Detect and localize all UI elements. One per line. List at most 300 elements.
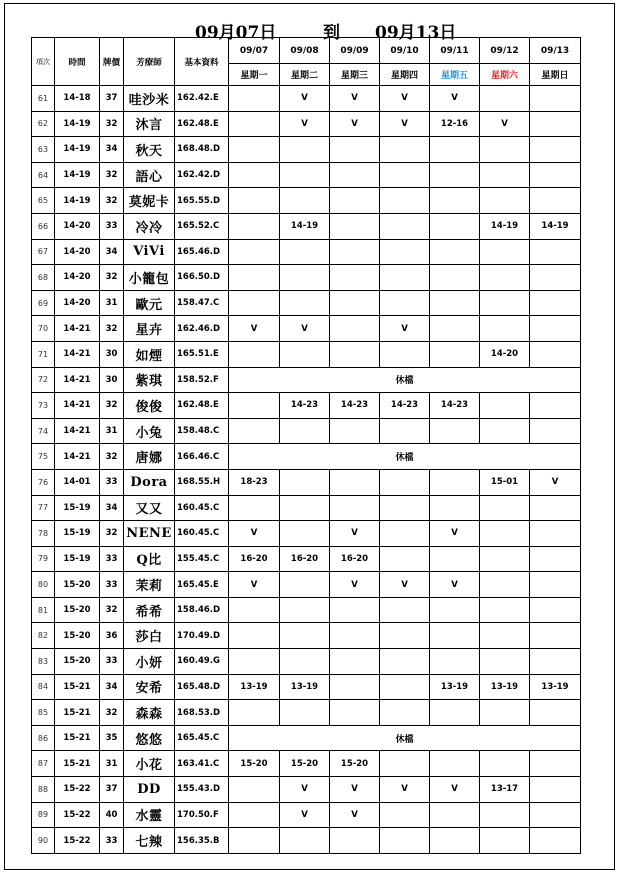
row-day-cell bbox=[330, 597, 380, 623]
row-day-cell bbox=[330, 239, 380, 265]
row-day-cell: 15-20 bbox=[229, 751, 280, 777]
row-price: 32 bbox=[100, 444, 124, 470]
row-day-cell bbox=[380, 700, 430, 726]
row-day-cell bbox=[530, 316, 581, 342]
header-weekday: 星期四 bbox=[380, 64, 430, 86]
row-day-cell bbox=[430, 418, 480, 444]
row-day-cell bbox=[530, 777, 581, 803]
row-therapist-name: Dora bbox=[124, 469, 175, 495]
row-price: 34 bbox=[100, 137, 124, 163]
row-time: 15-19 bbox=[55, 495, 100, 521]
row-basic-info: 165.45.C bbox=[175, 725, 229, 751]
row-time: 14-20 bbox=[55, 290, 100, 316]
header-weekday-friday: 星期五 bbox=[430, 64, 480, 86]
row-basic-info: 170.49.D bbox=[175, 623, 229, 649]
row-day-cell: 15-20 bbox=[280, 751, 330, 777]
table-row bbox=[32, 367, 581, 393]
table-row bbox=[32, 572, 581, 598]
row-price: 30 bbox=[100, 367, 124, 393]
row-day-cell bbox=[480, 162, 530, 188]
row-day-cell: 13-19 bbox=[280, 674, 330, 700]
row-number: 66 bbox=[32, 213, 55, 239]
row-price: 33 bbox=[100, 213, 124, 239]
row-day-cell bbox=[229, 341, 280, 367]
header-weekday-saturday: 星期六 bbox=[480, 64, 530, 86]
row-price: 32 bbox=[100, 265, 124, 291]
header-weekday: 星期二 bbox=[280, 64, 330, 86]
schedule-table bbox=[31, 37, 581, 854]
row-basic-info: 165.45.E bbox=[175, 572, 229, 598]
row-time: 14-20 bbox=[55, 213, 100, 239]
row-day-cell bbox=[229, 597, 280, 623]
row-day-cell bbox=[229, 700, 280, 726]
row-therapist-name: 哇沙米 bbox=[124, 86, 175, 112]
row-day-cell: 14-23 bbox=[280, 393, 330, 419]
row-day-cell bbox=[380, 674, 430, 700]
row-day-cell bbox=[430, 751, 480, 777]
row-day-cell: V bbox=[430, 777, 480, 803]
row-basic-info: 162.48.E bbox=[175, 393, 229, 419]
row-price: 35 bbox=[100, 725, 124, 751]
row-day-cell bbox=[430, 265, 480, 291]
row-number: 76 bbox=[32, 469, 55, 495]
row-day-cell bbox=[480, 188, 530, 214]
row-day-cell bbox=[280, 521, 330, 547]
row-day-cell bbox=[380, 137, 430, 163]
row-price: 32 bbox=[100, 521, 124, 547]
title-end-date: 09月13日 bbox=[375, 23, 457, 43]
row-day-cell bbox=[330, 623, 380, 649]
row-day-cell bbox=[430, 802, 480, 828]
row-day-cell bbox=[380, 162, 430, 188]
row-day-cell: V bbox=[380, 316, 430, 342]
row-number: 84 bbox=[32, 674, 55, 700]
row-price: 37 bbox=[100, 777, 124, 803]
row-therapist-name: DD bbox=[124, 777, 175, 803]
row-time: 15-21 bbox=[55, 674, 100, 700]
table-row bbox=[32, 188, 581, 214]
row-day-cell: V bbox=[330, 802, 380, 828]
row-day-cell: V bbox=[330, 111, 380, 137]
row-day-cell bbox=[280, 162, 330, 188]
row-price: 37 bbox=[100, 86, 124, 112]
row-therapist-name: 莎白 bbox=[124, 623, 175, 649]
table-row bbox=[32, 111, 581, 137]
row-day-cell bbox=[530, 572, 581, 598]
table-row bbox=[32, 828, 581, 854]
row-day-cell bbox=[380, 546, 430, 572]
table-row bbox=[32, 495, 581, 521]
row-day-cell bbox=[330, 213, 380, 239]
row-day-cell bbox=[530, 700, 581, 726]
row-day-cell: V bbox=[280, 777, 330, 803]
row-therapist-name: 唐娜 bbox=[124, 444, 175, 470]
row-number: 79 bbox=[32, 546, 55, 572]
row-day-cell bbox=[430, 239, 480, 265]
row-day-cell: V bbox=[530, 469, 581, 495]
row-price: 31 bbox=[100, 418, 124, 444]
row-basic-info: 158.46.D bbox=[175, 597, 229, 623]
row-time: 14-18 bbox=[55, 86, 100, 112]
row-number: 81 bbox=[32, 597, 55, 623]
row-day-cell bbox=[229, 213, 280, 239]
row-basic-info: 160.49.G bbox=[175, 649, 229, 675]
row-day-cell bbox=[480, 495, 530, 521]
row-day-cell bbox=[229, 86, 280, 112]
row-day-cell bbox=[480, 521, 530, 547]
row-day-cell bbox=[280, 572, 330, 598]
row-day-cell: 14-20 bbox=[480, 341, 530, 367]
row-day-cell bbox=[530, 597, 581, 623]
row-basic-info: 170.50.F bbox=[175, 802, 229, 828]
row-day-cell: 13-19 bbox=[430, 674, 480, 700]
row-day-cell: V bbox=[280, 111, 330, 137]
header-date: 09/09 bbox=[330, 38, 380, 64]
row-basic-info: 168.48.D bbox=[175, 137, 229, 163]
row-day-cell bbox=[280, 495, 330, 521]
row-basic-info: 155.45.C bbox=[175, 546, 229, 572]
row-number: 89 bbox=[32, 802, 55, 828]
row-day-cell bbox=[380, 597, 430, 623]
row-day-cell bbox=[480, 751, 530, 777]
table-row bbox=[32, 86, 581, 112]
row-time: 14-21 bbox=[55, 393, 100, 419]
row-number: 78 bbox=[32, 521, 55, 547]
row-day-cell bbox=[530, 623, 581, 649]
table-row bbox=[32, 700, 581, 726]
row-day-cell bbox=[530, 137, 581, 163]
row-day-cell: V bbox=[380, 111, 430, 137]
row-day-cell bbox=[480, 828, 530, 854]
row-day-cell bbox=[330, 316, 380, 342]
row-day-cell bbox=[380, 495, 430, 521]
row-day-cell bbox=[530, 290, 581, 316]
row-price: 40 bbox=[100, 802, 124, 828]
row-therapist-name: 歐元 bbox=[124, 290, 175, 316]
row-therapist-name: 小妍 bbox=[124, 649, 175, 675]
row-day-cell: 14-23 bbox=[330, 393, 380, 419]
row-day-cell bbox=[530, 521, 581, 547]
row-time: 14-19 bbox=[55, 137, 100, 163]
row-therapist-name: 小兔 bbox=[124, 418, 175, 444]
row-basic-info: 158.47.C bbox=[175, 290, 229, 316]
row-time: 15-21 bbox=[55, 751, 100, 777]
row-time: 15-20 bbox=[55, 572, 100, 598]
row-day-cell bbox=[430, 341, 480, 367]
row-day-cell: V bbox=[229, 316, 280, 342]
row-time: 14-20 bbox=[55, 265, 100, 291]
row-price: 30 bbox=[100, 341, 124, 367]
row-day-cell: 13-19 bbox=[480, 674, 530, 700]
row-day-cell bbox=[530, 418, 581, 444]
row-time: 15-20 bbox=[55, 597, 100, 623]
row-day-cell: V bbox=[280, 86, 330, 112]
row-day-cell bbox=[380, 751, 430, 777]
table-row bbox=[32, 469, 581, 495]
row-number: 75 bbox=[32, 444, 55, 470]
table-row bbox=[32, 597, 581, 623]
row-number: 67 bbox=[32, 239, 55, 265]
row-day-cell: 16-20 bbox=[280, 546, 330, 572]
row-day-cell bbox=[280, 341, 330, 367]
row-day-cell: 14-23 bbox=[430, 393, 480, 419]
row-day-cell bbox=[229, 418, 280, 444]
row-day-cell: V bbox=[430, 86, 480, 112]
row-day-cell bbox=[530, 751, 581, 777]
header-weekday: 星期三 bbox=[330, 64, 380, 86]
row-time: 14-20 bbox=[55, 239, 100, 265]
row-day-cell bbox=[430, 546, 480, 572]
row-price: 31 bbox=[100, 290, 124, 316]
row-basic-info: 165.55.D bbox=[175, 188, 229, 214]
row-number: 73 bbox=[32, 393, 55, 419]
row-price: 33 bbox=[100, 649, 124, 675]
row-therapist-name: 希希 bbox=[124, 597, 175, 623]
row-day-cell bbox=[229, 265, 280, 291]
row-day-cell bbox=[530, 86, 581, 112]
row-day-cell: 13-19 bbox=[229, 674, 280, 700]
row-day-cell bbox=[330, 265, 380, 291]
row-day-cell bbox=[480, 649, 530, 675]
table-row bbox=[32, 290, 581, 316]
header-price: 牌價 bbox=[100, 38, 124, 86]
row-time: 14-19 bbox=[55, 162, 100, 188]
header-date: 09/12 bbox=[480, 38, 530, 64]
row-day-cell: 14-23 bbox=[380, 393, 430, 419]
row-day-cell bbox=[229, 777, 280, 803]
row-day-cell bbox=[430, 290, 480, 316]
row-day-cell: V bbox=[330, 521, 380, 547]
row-day-cell bbox=[229, 239, 280, 265]
row-day-cell bbox=[280, 265, 330, 291]
row-day-cell bbox=[380, 521, 430, 547]
row-day-cell bbox=[380, 802, 430, 828]
table-row bbox=[32, 521, 581, 547]
row-price: 32 bbox=[100, 597, 124, 623]
row-day-cell bbox=[480, 546, 530, 572]
row-therapist-name: 茉莉 bbox=[124, 572, 175, 598]
row-number: 72 bbox=[32, 367, 55, 393]
row-time: 15-21 bbox=[55, 700, 100, 726]
row-time: 15-20 bbox=[55, 623, 100, 649]
table-row bbox=[32, 546, 581, 572]
row-day-cell bbox=[229, 137, 280, 163]
row-day-cell bbox=[229, 111, 280, 137]
row-number: 68 bbox=[32, 265, 55, 291]
row-day-cell bbox=[229, 649, 280, 675]
row-therapist-name: 沐言 bbox=[124, 111, 175, 137]
row-time: 14-01 bbox=[55, 469, 100, 495]
header-date: 09/08 bbox=[280, 38, 330, 64]
row-number: 86 bbox=[32, 725, 55, 751]
row-day-cell: V bbox=[229, 521, 280, 547]
row-price: 34 bbox=[100, 495, 124, 521]
row-number: 85 bbox=[32, 700, 55, 726]
row-day-cell bbox=[530, 495, 581, 521]
row-day-cell bbox=[229, 393, 280, 419]
row-time: 14-19 bbox=[55, 188, 100, 214]
row-day-cell bbox=[530, 162, 581, 188]
row-day-cell bbox=[380, 341, 430, 367]
row-day-cell bbox=[380, 469, 430, 495]
row-day-cell bbox=[530, 802, 581, 828]
header-therapist: 芳療師 bbox=[124, 38, 175, 86]
row-day-cell bbox=[430, 213, 480, 239]
row-day-cell: V bbox=[380, 572, 430, 598]
row-time: 14-21 bbox=[55, 367, 100, 393]
row-day-cell bbox=[530, 239, 581, 265]
row-day-cell bbox=[430, 469, 480, 495]
row-day-cell: 15-01 bbox=[480, 469, 530, 495]
row-basic-info: 163.41.C bbox=[175, 751, 229, 777]
row-number: 83 bbox=[32, 649, 55, 675]
row-basic-info: 168.55.H bbox=[175, 469, 229, 495]
row-therapist-name: 莫妮卡 bbox=[124, 188, 175, 214]
row-day-cell bbox=[280, 239, 330, 265]
row-day-cell bbox=[480, 597, 530, 623]
row-time: 14-21 bbox=[55, 418, 100, 444]
row-off-status: 休檔 bbox=[229, 367, 581, 393]
row-basic-info: 160.45.C bbox=[175, 521, 229, 547]
row-day-cell: 15-20 bbox=[330, 751, 380, 777]
row-day-cell bbox=[280, 418, 330, 444]
row-price: 33 bbox=[100, 469, 124, 495]
table-row bbox=[32, 162, 581, 188]
row-price: 34 bbox=[100, 674, 124, 700]
row-number: 77 bbox=[32, 495, 55, 521]
row-day-cell bbox=[380, 290, 430, 316]
row-number: 62 bbox=[32, 111, 55, 137]
row-day-cell bbox=[280, 188, 330, 214]
row-basic-info: 168.53.D bbox=[175, 700, 229, 726]
row-time: 14-21 bbox=[55, 341, 100, 367]
row-therapist-name: 冷冷 bbox=[124, 213, 175, 239]
row-day-cell: 12-16 bbox=[430, 111, 480, 137]
row-day-cell bbox=[330, 495, 380, 521]
row-therapist-name: 紫琪 bbox=[124, 367, 175, 393]
row-day-cell bbox=[480, 802, 530, 828]
row-price: 33 bbox=[100, 572, 124, 598]
row-day-cell bbox=[380, 418, 430, 444]
row-day-cell bbox=[430, 597, 480, 623]
row-price: 32 bbox=[100, 316, 124, 342]
header-weekday: 星期一 bbox=[229, 64, 280, 86]
row-day-cell bbox=[330, 828, 380, 854]
header-row-dates bbox=[32, 38, 581, 64]
row-number: 90 bbox=[32, 828, 55, 854]
schedule-body bbox=[32, 86, 581, 854]
row-day-cell: V bbox=[480, 111, 530, 137]
row-price: 32 bbox=[100, 700, 124, 726]
row-basic-info: 162.42.D bbox=[175, 162, 229, 188]
row-therapist-name: 小花 bbox=[124, 751, 175, 777]
table-row bbox=[32, 239, 581, 265]
header-date: 09/11 bbox=[430, 38, 480, 64]
row-day-cell: V bbox=[380, 777, 430, 803]
row-therapist-name: 語心 bbox=[124, 162, 175, 188]
row-number: 63 bbox=[32, 137, 55, 163]
header-date: 09/07 bbox=[229, 38, 280, 64]
row-day-cell bbox=[530, 111, 581, 137]
row-off-status: 休檔 bbox=[229, 725, 581, 751]
row-price: 33 bbox=[100, 828, 124, 854]
row-day-cell bbox=[480, 623, 530, 649]
row-day-cell bbox=[480, 265, 530, 291]
row-number: 74 bbox=[32, 418, 55, 444]
row-day-cell: V bbox=[229, 572, 280, 598]
row-off-status: 休檔 bbox=[229, 444, 581, 470]
table-row bbox=[32, 341, 581, 367]
row-time: 14-21 bbox=[55, 316, 100, 342]
row-basic-info: 165.52.C bbox=[175, 213, 229, 239]
row-basic-info: 165.51.E bbox=[175, 341, 229, 367]
row-day-cell bbox=[480, 86, 530, 112]
row-number: 69 bbox=[32, 290, 55, 316]
row-time: 15-19 bbox=[55, 546, 100, 572]
row-time: 15-21 bbox=[55, 725, 100, 751]
row-day-cell: 16-20 bbox=[330, 546, 380, 572]
row-number: 70 bbox=[32, 316, 55, 342]
header-no: 項次 bbox=[32, 38, 55, 86]
row-therapist-name: 秋天 bbox=[124, 137, 175, 163]
row-day-cell bbox=[380, 623, 430, 649]
row-day-cell bbox=[229, 828, 280, 854]
row-day-cell bbox=[330, 162, 380, 188]
row-time: 15-19 bbox=[55, 521, 100, 547]
row-therapist-name: 小籠包 bbox=[124, 265, 175, 291]
row-basic-info: 162.48.E bbox=[175, 111, 229, 137]
row-day-cell bbox=[430, 495, 480, 521]
row-day-cell bbox=[229, 623, 280, 649]
row-therapist-name: 俊俊 bbox=[124, 393, 175, 419]
row-day-cell bbox=[380, 213, 430, 239]
row-therapist-name: 悠悠 bbox=[124, 725, 175, 751]
row-time: 15-22 bbox=[55, 777, 100, 803]
row-time: 15-20 bbox=[55, 649, 100, 675]
row-day-cell bbox=[330, 469, 380, 495]
row-day-cell bbox=[280, 597, 330, 623]
header-basic-info: 基本資料 bbox=[175, 38, 229, 86]
row-day-cell bbox=[430, 828, 480, 854]
row-therapist-name: 森森 bbox=[124, 700, 175, 726]
row-day-cell bbox=[530, 265, 581, 291]
row-price: 33 bbox=[100, 546, 124, 572]
row-day-cell bbox=[480, 316, 530, 342]
row-basic-info: 166.50.D bbox=[175, 265, 229, 291]
row-basic-info: 166.46.C bbox=[175, 444, 229, 470]
row-day-cell: V bbox=[430, 521, 480, 547]
table-row bbox=[32, 316, 581, 342]
row-basic-info: 156.35.B bbox=[175, 828, 229, 854]
row-basic-info: 162.46.D bbox=[175, 316, 229, 342]
row-day-cell bbox=[430, 188, 480, 214]
row-therapist-name: 又又 bbox=[124, 495, 175, 521]
row-basic-info: 165.48.D bbox=[175, 674, 229, 700]
table-row bbox=[32, 725, 581, 751]
table-row bbox=[32, 444, 581, 470]
row-day-cell bbox=[380, 649, 430, 675]
row-day-cell: V bbox=[330, 86, 380, 112]
row-therapist-name: NENE bbox=[124, 521, 175, 547]
table-row bbox=[32, 137, 581, 163]
row-price: 32 bbox=[100, 393, 124, 419]
row-basic-info: 158.48.C bbox=[175, 418, 229, 444]
row-day-cell bbox=[430, 649, 480, 675]
table-row bbox=[32, 393, 581, 419]
row-day-cell: V bbox=[280, 316, 330, 342]
row-day-cell bbox=[280, 290, 330, 316]
row-day-cell: V bbox=[280, 802, 330, 828]
